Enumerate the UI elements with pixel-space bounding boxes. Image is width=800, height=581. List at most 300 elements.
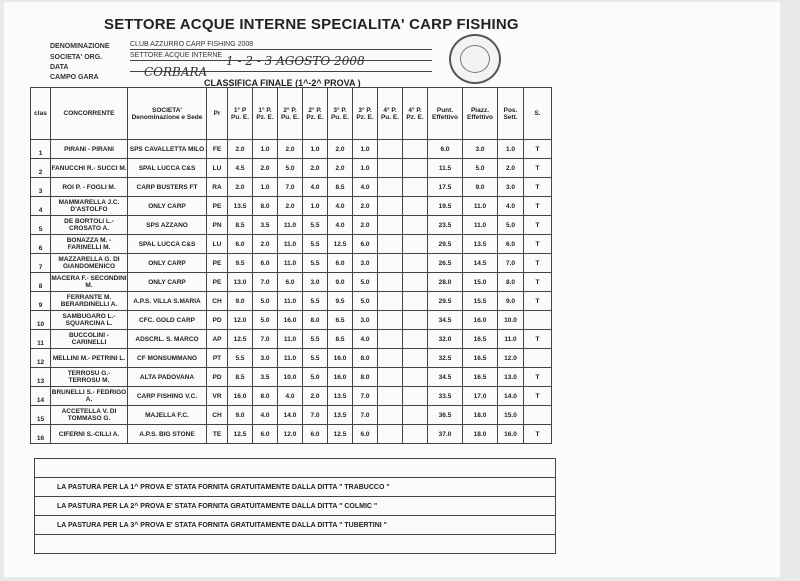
results-table [30,87,552,444]
table-cell: 16.5 [463,368,498,387]
table-cell: 5.5 [303,235,328,254]
table-cell: 8.0 [498,273,524,292]
table-cell [403,387,428,406]
rank-cell: 14 [31,387,51,406]
table-cell: 9.5 [328,292,353,311]
table-cell: 3.0 [498,178,524,197]
value-denominazione: CLUB AZZURRO CARP FISHING 2008 [130,40,432,50]
table-cell: 17.0 [463,387,498,406]
table-cell: ALTA PADOVANA [128,368,207,387]
table-cell [403,159,428,178]
rank-cell: 6 [31,235,51,254]
table-cell: 13.5 [463,235,498,254]
rank-cell: 12 [31,349,51,368]
note-prova-2: LA PASTURA PER LA 2^ PROVA E' STATA FORNITA GRATUITAMENTE DALLA DITTA " COLMIC " [35,497,556,516]
table-cell [524,406,552,425]
column-header: Punt. Effettivo [428,88,463,140]
table-cell: 12.0 [498,349,524,368]
table-cell: T [524,235,552,254]
table-cell: 5.0 [463,159,498,178]
table-cell [524,311,552,330]
table-cell: 18.0 [463,406,498,425]
table-cell: 5.5 [303,292,328,311]
table-cell: SAMBUGARO L.- SQUARCINA L. [51,311,128,330]
value-data: 1 - 2 - 3 AGOSTO 2008 [226,54,365,68]
table-cell: ONLY CARP [128,273,207,292]
table-cell: 15.5 [463,292,498,311]
table-cell: 6.0 [253,425,278,444]
table-cell [378,387,403,406]
column-header: Piazz. Effettivo [463,88,498,140]
table-cell: 8.0 [303,311,328,330]
table-cell: 3.0 [303,273,328,292]
table-cell: 1.0 [253,140,278,159]
table-cell: 5.5 [303,254,328,273]
table-cell: PIRANI - PIRANI [51,140,128,159]
table-cell: 14.5 [463,254,498,273]
table-cell: 15.0 [463,273,498,292]
table-cell: 18.0 [463,425,498,444]
table-row [31,140,552,159]
table-cell: MAMMARELLA J.C. D'ASTOLFO [51,197,128,216]
table-cell: 5.0 [253,292,278,311]
column-header: Pos. Sett. [498,88,524,140]
note-prova-3: LA PASTURA PER LA 3^ PROVA E' STATA FORNITA GRATUITAMENTE DALLA DITTA " TUBERTINI " [35,516,556,535]
table-cell: T [524,178,552,197]
table-cell: 2.0 [303,159,328,178]
table-cell: 3.0 [353,311,378,330]
table-cell: BUCCOLINI - CARINELLI [51,330,128,349]
rank-cell: 3 [31,178,51,197]
table-cell: ADSCRL. S. MARCO [128,330,207,349]
table-cell: CF MONSUMMANO [128,349,207,368]
table-cell: T [524,425,552,444]
table-cell: SPAL LUCCA C&S [128,159,207,178]
table-cell [378,235,403,254]
table-cell [403,349,428,368]
table-cell: A.P.S. VILLA S.MARIA [128,292,207,311]
table-cell: 5.5 [303,349,328,368]
table-cell: PE [207,273,228,292]
table-cell: CFC. GOLD CARP [128,311,207,330]
table-cell: PD [207,368,228,387]
rank-cell: 10 [31,311,51,330]
rank-cell: 11 [31,330,51,349]
notes-blank-row [35,535,556,554]
table-cell: 1.0 [303,197,328,216]
rank-cell: 7 [31,254,51,273]
table-cell: 13.5 [328,406,353,425]
table-cell: 6.0 [228,235,253,254]
column-header: 1° P Pu. E. [228,88,253,140]
table-row [31,292,552,311]
column-header: 4° P. Pu. E. [378,88,403,140]
column-header: CONCORRENTE [51,88,128,140]
table-cell: T [524,368,552,387]
label-data: DATA [50,64,69,71]
table-cell: 8.5 [328,330,353,349]
table-cell: 6.0 [498,235,524,254]
table-cell: 32.5 [428,349,463,368]
table-cell: 5.0 [498,216,524,235]
table-row [31,368,552,387]
table-cell: 12.5 [228,425,253,444]
table-cell: 5.5 [303,330,328,349]
table-cell: 1.0 [498,140,524,159]
table-cell: 16.5 [463,349,498,368]
table-cell: FERRANTE M. BERARDINELLI A. [51,292,128,311]
table-cell: 9.0 [228,406,253,425]
table-cell: 2.0 [228,140,253,159]
label-denominazione: DENOMINAZIONE [50,43,110,50]
table-cell: 2.0 [353,197,378,216]
table-cell: 4.0 [303,178,328,197]
column-header: clas [31,88,51,140]
table-header-row [31,88,552,140]
table-cell [378,368,403,387]
table-row [31,425,552,444]
table-cell: 2.0 [328,159,353,178]
column-header: 2° P. Pu. E. [278,88,303,140]
table-cell [403,425,428,444]
table-cell: 8.5 [228,216,253,235]
table-cell: 5.0 [253,311,278,330]
table-cell: 9.0 [463,178,498,197]
table-cell: 36.5 [428,406,463,425]
rank-cell: 5 [31,216,51,235]
table-cell: 2.0 [353,216,378,235]
table-cell: 6.5 [328,311,353,330]
table-cell: MAJELLA F.C. [128,406,207,425]
notes-blank-row [35,459,556,478]
column-header: S. [524,88,552,140]
table-cell: TERROSU G.- TERROSU M. [51,368,128,387]
rank-cell: 9 [31,292,51,311]
table-cell: 37.0 [428,425,463,444]
table-cell: 4.0 [498,197,524,216]
federation-stamp [449,34,501,84]
table-cell: SPS CAVALLETTA MILO [128,140,207,159]
table-cell: 4.5 [228,159,253,178]
table-cell [403,406,428,425]
table-cell: 11.0 [498,330,524,349]
column-header: 2° P. Pz. E. [303,88,328,140]
table-cell: T [524,140,552,159]
table-cell [403,273,428,292]
table-cell: T [524,254,552,273]
table-cell [378,425,403,444]
table-row [31,235,552,254]
table-cell [403,216,428,235]
table-cell: 34.5 [428,368,463,387]
table-cell: 6.0 [428,140,463,159]
table-cell: ONLY CARP [128,197,207,216]
table-cell: 16.0 [328,368,353,387]
table-cell: 7.0 [303,406,328,425]
table-cell: 10.0 [278,368,303,387]
table-cell: RA [207,178,228,197]
table-cell: CH [207,292,228,311]
table-cell [378,178,403,197]
table-cell: SPS AZZANO [128,216,207,235]
table-cell: LU [207,159,228,178]
table-cell: SPAL LUCCA C&S [128,235,207,254]
table-row [31,216,552,235]
table-cell: 5.0 [278,159,303,178]
table-cell: 3.5 [253,216,278,235]
table-cell: PT [207,349,228,368]
table-cell: 4.0 [328,216,353,235]
table-cell: 5.5 [228,349,253,368]
table-cell: MACERA F.- SECONDINI M. [51,273,128,292]
table-cell: T [524,292,552,311]
table-cell: 2.0 [303,387,328,406]
table-cell: 7.0 [353,406,378,425]
rank-cell: 13 [31,368,51,387]
table-cell: 2.0 [498,159,524,178]
table-cell: 11.0 [463,197,498,216]
table-cell: CH [207,406,228,425]
table-cell: 13.5 [328,387,353,406]
table-cell: T [524,197,552,216]
table-cell: T [524,330,552,349]
table-cell: ACCETELLA V. DI TOMMASO G. [51,406,128,425]
table-cell: 2.0 [278,197,303,216]
table-cell: 10.0 [498,311,524,330]
table-row [31,178,552,197]
table-cell [524,349,552,368]
table-cell: 5.5 [303,216,328,235]
table-cell: 2.0 [328,140,353,159]
table-cell: 32.0 [428,330,463,349]
table-cell: 2.0 [228,178,253,197]
label-campo-gara: CAMPO GARA [50,74,99,81]
column-header: 4° P. Pz. E. [403,88,428,140]
table-cell [378,197,403,216]
table-cell [378,273,403,292]
table-cell: 5.0 [303,368,328,387]
table-cell: 9.0 [498,292,524,311]
table-cell: ONLY CARP [128,254,207,273]
table-cell [378,311,403,330]
table-cell: 12.0 [228,311,253,330]
table-cell: 29.5 [428,235,463,254]
table-cell: 16.5 [463,330,498,349]
column-header: Pr [207,88,228,140]
column-header: 3° P. Pz. E. [353,88,378,140]
table-cell: 4.0 [253,406,278,425]
table-cell: 1.0 [303,140,328,159]
table-cell: 6.0 [353,235,378,254]
table-cell: 2.0 [253,235,278,254]
table-cell: 16.0 [328,349,353,368]
table-cell: 14.0 [278,406,303,425]
note-prova-1: LA PASTURA PER LA 1^ PROVA E' STATA FORNITA GRATUITAMENTE DALLA DITTA " TRABUCCO " [35,478,556,497]
table-cell: 1.0 [353,159,378,178]
table-cell: 8.5 [328,178,353,197]
table-row [31,159,552,178]
table-cell: MAZZARELLA G. DI GIANDOMENICO [51,254,128,273]
table-cell: FANUCCHI R.- SUCCI M. [51,159,128,178]
table-cell: 9.5 [228,254,253,273]
classifica-title: CLASSIFICA FINALE (1^-2^ PROVA ) [204,78,361,88]
table-cell: T [524,216,552,235]
table-cell: 3.0 [353,254,378,273]
table-cell: 16.0 [498,425,524,444]
table-cell: CIFERNI S.-CILLI A. [51,425,128,444]
table-cell: 8.0 [253,197,278,216]
table-cell: 26.5 [428,254,463,273]
table-cell [378,159,403,178]
table-cell: 12.5 [328,425,353,444]
table-cell: 2.0 [253,159,278,178]
table-cell [403,292,428,311]
table-cell: 4.0 [278,387,303,406]
table-cell: T [524,159,552,178]
table-cell: 34.5 [428,311,463,330]
column-header: SOCIETA' Denominazione e Sede [128,88,207,140]
table-cell: 33.5 [428,387,463,406]
value-societa-org: SETTORE ACQUE INTERNE [130,51,432,61]
table-cell: AP [207,330,228,349]
table-cell: 15.0 [498,406,524,425]
table-cell: 11.0 [278,254,303,273]
table-row [31,311,552,330]
table-cell: PD [207,311,228,330]
table-cell: VR [207,387,228,406]
table-cell: 4.0 [353,330,378,349]
table-cell: 11.0 [278,216,303,235]
table-cell: 28.0 [428,273,463,292]
table-cell: CARP FISHING V.C. [128,387,207,406]
table-cell [403,254,428,273]
table-cell: 8.0 [253,387,278,406]
label-societa-org: SOCIETA' ORG. [50,54,103,61]
table-cell: 8.0 [353,368,378,387]
document-title: SETTORE ACQUE INTERNE SPECIALITA' CARP FISHING [104,16,519,33]
table-cell: 3.0 [463,140,498,159]
table-cell: 9.0 [228,292,253,311]
table-cell: 13.0 [498,368,524,387]
table-cell: 7.0 [253,273,278,292]
table-cell: ROI P. - FOGLI M. [51,178,128,197]
table-cell: PN [207,216,228,235]
rank-cell: 4 [31,197,51,216]
table-cell: 16.0 [463,311,498,330]
table-cell: 6.0 [253,254,278,273]
table-cell: MELLINI M.- PETRINI L. [51,349,128,368]
table-cell [378,292,403,311]
table-cell: 11.0 [278,330,303,349]
table-row [31,273,552,292]
table-cell: PE [207,254,228,273]
table-row [31,387,552,406]
table-cell: T [524,387,552,406]
table-cell: DE BORTOLI L.- CROSATO A. [51,216,128,235]
table-cell [403,197,428,216]
table-cell: 6.0 [328,254,353,273]
table-cell [378,330,403,349]
table-cell: 13.5 [228,197,253,216]
table-cell: 6.0 [278,273,303,292]
table-cell [403,178,428,197]
table-cell [403,311,428,330]
table-cell: TE [207,425,228,444]
table-cell: 13.0 [228,273,253,292]
table-cell [378,140,403,159]
table-cell: 17.5 [428,178,463,197]
table-row [31,349,552,368]
table-row [31,406,552,425]
table-cell [378,406,403,425]
table-cell: T [524,273,552,292]
table-cell [378,216,403,235]
pastura-notes [34,458,556,554]
table-cell: 5.0 [353,273,378,292]
table-cell [403,368,428,387]
rank-cell: 15 [31,406,51,425]
table-cell: 16.0 [228,387,253,406]
table-cell [403,235,428,254]
rank-cell: 2 [31,159,51,178]
table-cell: 7.0 [353,387,378,406]
table-cell: CARP BUSTERS FT [128,178,207,197]
table-cell: 6.0 [303,425,328,444]
table-cell: 29.5 [428,292,463,311]
table-cell: A.P.S. BIG STONE [128,425,207,444]
table-cell: 11.0 [278,292,303,311]
table-cell: PE [207,197,228,216]
table-cell: 1.0 [353,140,378,159]
table-cell: 6.0 [353,425,378,444]
table-cell: 7.0 [278,178,303,197]
value-campo-gara: CORBARA [144,65,208,79]
table-cell: 3.5 [253,368,278,387]
table-cell: 5.0 [353,292,378,311]
table-cell: 11.0 [463,216,498,235]
table-cell: BRUNELLI S.- FEDRIGO A. [51,387,128,406]
table-cell: 1.0 [253,178,278,197]
table-cell: 11.0 [278,349,303,368]
table-cell: 8.0 [353,349,378,368]
table-cell: 23.5 [428,216,463,235]
table-cell: 7.0 [498,254,524,273]
table-cell: 9.0 [328,273,353,292]
table-cell: 14.0 [498,387,524,406]
table-cell [378,349,403,368]
table-cell: 4.0 [353,178,378,197]
table-cell: 12.5 [328,235,353,254]
table-cell: 12.5 [228,330,253,349]
table-cell: LU [207,235,228,254]
table-cell: BONAZZA M. - FARINELLI M. [51,235,128,254]
table-cell [403,330,428,349]
table-cell: 16.0 [278,311,303,330]
rank-cell: 16 [31,425,51,444]
table-row [31,330,552,349]
table-row [31,254,552,273]
table-cell: 4.0 [328,197,353,216]
rank-cell: 1 [31,140,51,159]
table-cell: 19.5 [428,197,463,216]
table-row [31,197,552,216]
rank-cell: 8 [31,273,51,292]
table-cell: 2.0 [278,140,303,159]
table-cell: 3.0 [253,349,278,368]
table-cell [378,254,403,273]
table-cell: FE [207,140,228,159]
table-cell: 8.5 [228,368,253,387]
